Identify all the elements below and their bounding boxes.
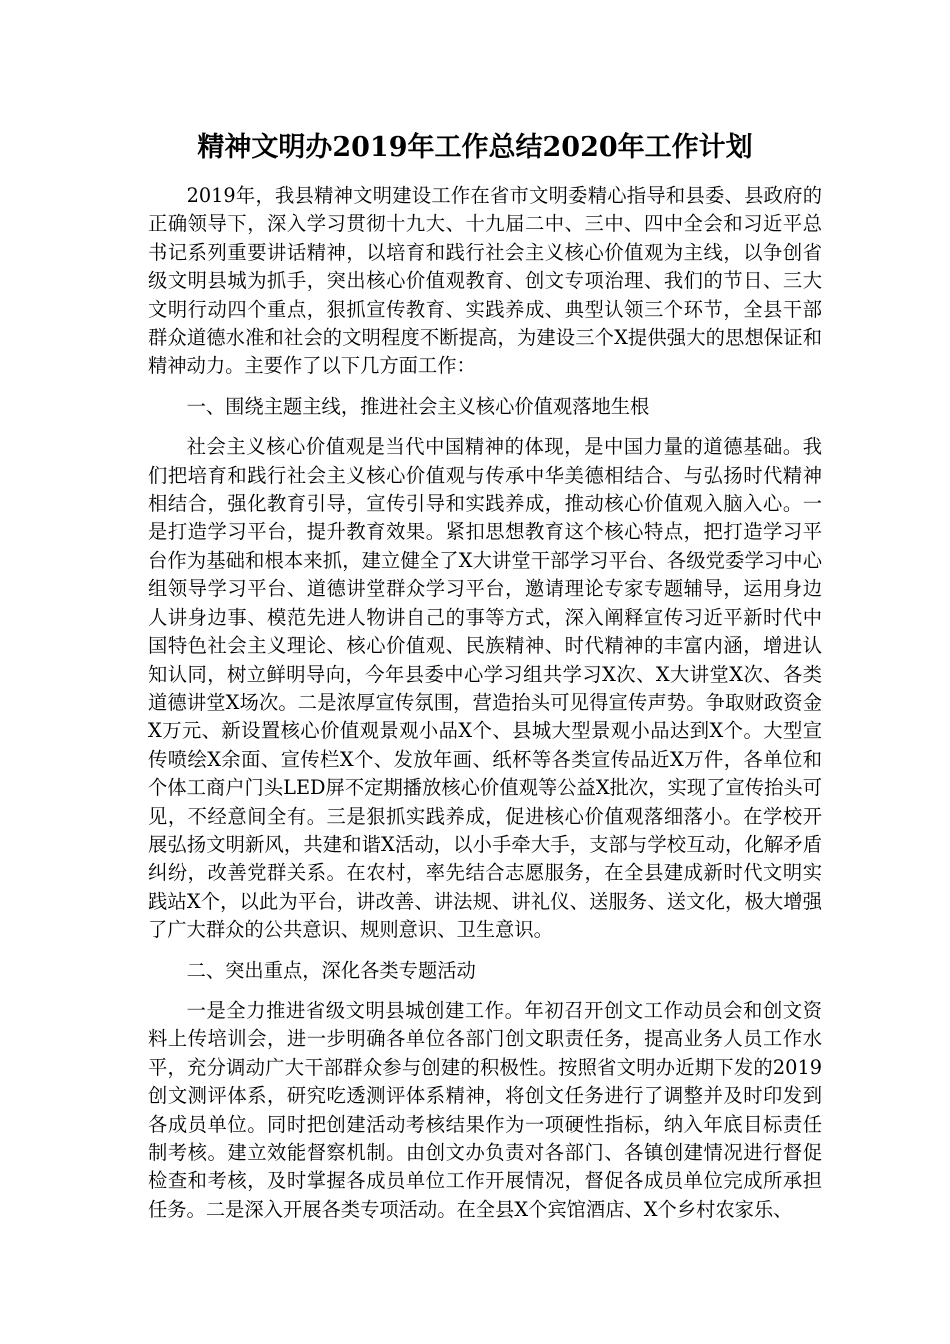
section-1-paragraph: 社会主义核心价值观是当代中国精神的体现，是中国力量的道德基础。我们把培育和践行社会主义核心价值观与传承中华美德相结合、与弘扬时代精神相结合，强化教育引导，宣传引导和实践养成，推动核心价值观入脑入心。一是打造学习平台，提升教育效果。紧扣思想教育这个核心特点，把打造学习平台作为基础和根本来抓，建立健全了X大讲堂干部学习平台、各级党委学习中心组领导学习平台、道德讲堂群众学习平台，邀请理论专家专题辅导，运用身边人讲身边事、模范先进人物讲自己的事等方式，深入阐释宣传习近平新时代中国特色社会主义理论、核心价值观、民族精神、时代精神的丰富内涵，增进认知认同，树立鲜明导向，今年县委中心学习组共学习X次、X大讲堂X次、各类道德讲堂X场次。二是浓厚宣传氛围，营造抬头可见得宣传声势。争取财政资金X万元、新设置核心价值观景观小品X个、县城大型景观小品达到X个。大型宣传喷绘X余面、宣传栏X个、发放年画、纸杯等各类宣传品近X万件，各单位和个体工商户门头LED屏不定期播放核心价值观等公益X批次，实现了宣传抬头可见，不经意间全有。三是狠抓实践养成，促进核心价值观落细落小。在学校开展弘扬文明新风，共建和谐X活动，以小手牵大手，支部与学校互动，化解矛盾纠纷，改善党群关系。在农村，率先结合志愿服务，在全县建成新时代文明实践站X个，以此为平台，讲改善、讲法规、讲礼仪、送服务、送文化，极大增强了广大群众的公共意识、规则意识、卫生意识。 (148, 435, 822, 942)
intro-paragraph: 2019年，我县精神文明建设工作在省市文明委精心指导和县委、县政府的正确领导下，深入学习贯彻十九大、十九届二中、三中、四中全会和习近平总书记系列重要讲话精神，以培育和践行社会主义核心价值观为主线，以争创省级文明县城为抓手，突出核心价值观教育、创文专项治理、我们的节日、三大文明行动四个重点，狠抓宣传教育、实践养成、典型认领三个环节，全县干部群众道德水准和社会的文明程度不断提高，为建设三个X提供强大的思想保证和精神动力。主要作了以下几方面工作： (148, 184, 822, 378)
section-heading-2: 二、突出重点，深化各类专题活动 (186, 958, 476, 982)
document-title: 精神文明办2019年工作总结2020年工作计划 (197, 132, 753, 163)
document-body (148, 182, 822, 1236)
section-2-paragraph: 一是全力推进省级文明县城创建工作。年初召开创文工作动员会和创文资料上传培训会，进一步明确各单位各部门创文职责任务，提高业务人员工作水平，充分调动广大干部群众参与创建的积极性。按照省文明办近期下发的2019创文测评体系，研究吃透测评体系精神，将创文任务进行了调整并及时印发到各成员单位。同时把创建活动考核结果作为一项硬性指标，纳入年底目标责任制考核。建立效能督察机制。由创文办负责对各部门、各镇创建情况进行督促检查和考核，及时掌握各成员单位工作开展情况，督促各成员单位完成所承担任务。二是深入开展各类专项活动。在全县X个宾馆酒店、X个乡村农家乐、 (148, 998, 822, 1221)
section-heading-1: 一、围绕主题主线，推进社会主义核心价值观落地生根 (186, 394, 650, 418)
